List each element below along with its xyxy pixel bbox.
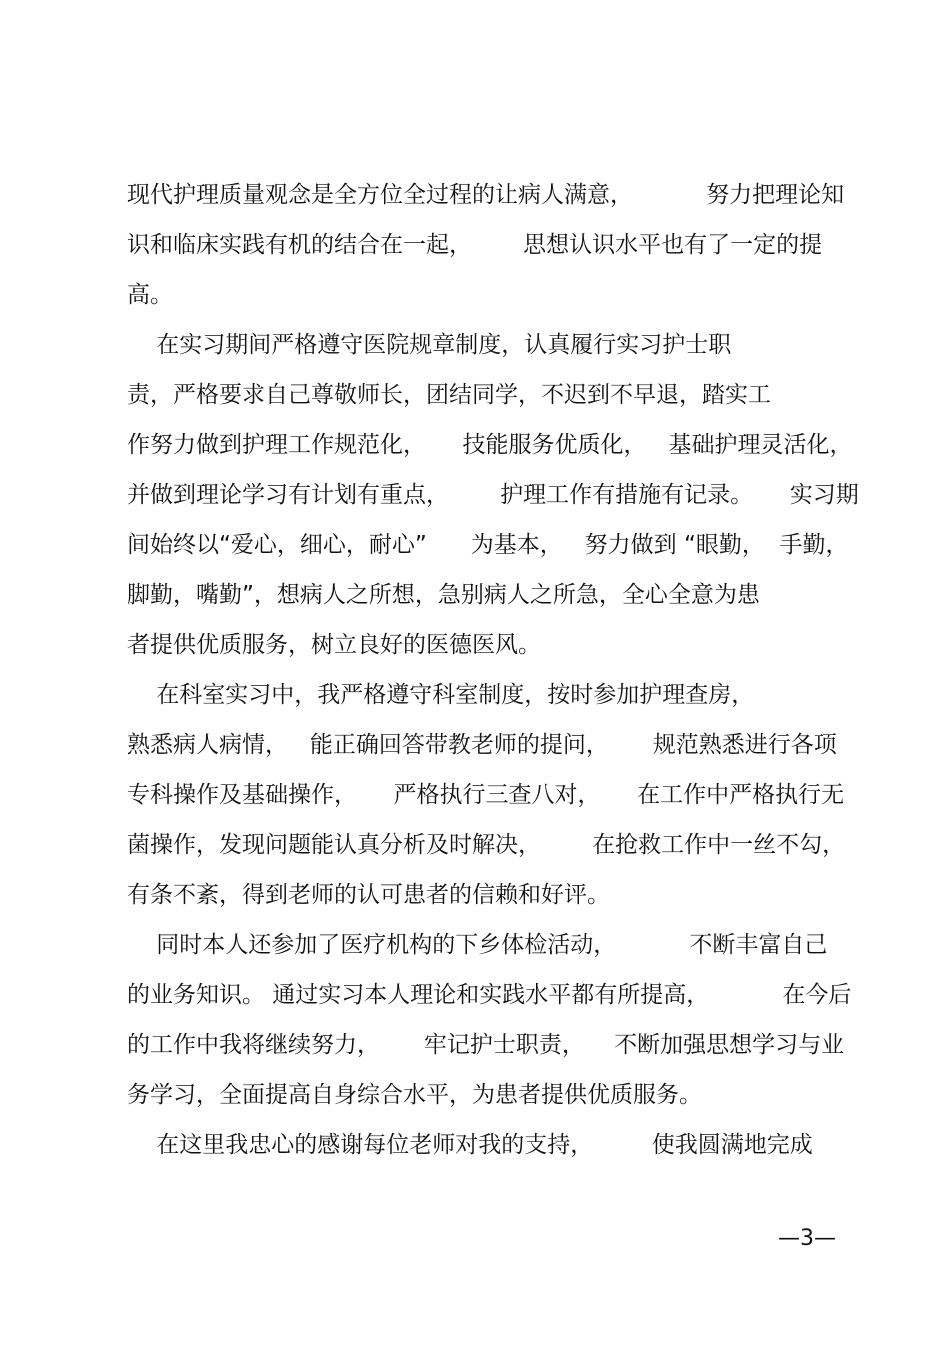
text-line: 在实习期间严格遵守医院规章制度，认真履行实习护士职 <box>127 332 732 358</box>
page-number: —3— <box>778 1226 836 1251</box>
text-line: 的业务知识。 通过实习本人理论和实践水平都有所提高， 在今后 <box>127 982 852 1008</box>
text-line: 并做到理论学习有计划有重点， 护理工作有措施有记录。 实习期 <box>127 482 859 508</box>
text-line: 作努力做到护理工作规范化， 技能服务优质化， 基础护理灵活化， <box>127 432 853 458</box>
text-line: 者提供优质服务，树立良好的医德医风。 <box>127 632 541 658</box>
text-line: 脚勤，嘴勤”，想病人之所想，急别病人之所急，全心全意为患 <box>127 582 760 608</box>
text-line: 菌操作，发现问题能认真分析及时解决， 在抢救工作中一丝不勾， <box>127 832 846 858</box>
text-line: 责，严格要求自己尊敬师长，团结同学，不迟到不早退，踏实工 <box>127 382 771 408</box>
text-line: 现代护理质量观念是全方位全过程的让病人满意， 努力把理论知 <box>127 182 845 208</box>
text-line: 间始终以“爱心，细心，耐心” 为基本， 努力做到 “眼勤， 手勤， <box>127 532 849 558</box>
text-line: 识和临床实践有机的结合在一起， 思想认识水平也有了一定的提 <box>127 232 823 258</box>
text-line: 高。 <box>127 282 173 308</box>
text-line: 同时本人还参加了医疗机构的下乡体检活动， 不断丰富自己 <box>127 932 828 958</box>
text-line: 熟悉病人病情， 能正确回答带教老师的提问， 规范熟悉进行各项 <box>127 732 837 758</box>
text-line: 的工作中我将继续努力， 牢记护士职责， 不断加强思想学习与业 <box>127 1032 845 1058</box>
text-line: 有条不紊，得到老师的认可患者的信赖和好评。 <box>127 882 610 908</box>
text-line: 在科室实习中，我严格遵守科室制度，按时参加护理查房， <box>127 682 755 708</box>
text-line: 在这里我忠心的感谢每位老师对我的支持， 使我圆满地完成 <box>127 1132 813 1158</box>
text-line: 务学习，全面提高自身综合水平，为患者提供优质服务。 <box>127 1082 702 1108</box>
text-line: 专科操作及基础操作， 严格执行三查八对， 在工作中严格执行无 <box>127 782 845 808</box>
